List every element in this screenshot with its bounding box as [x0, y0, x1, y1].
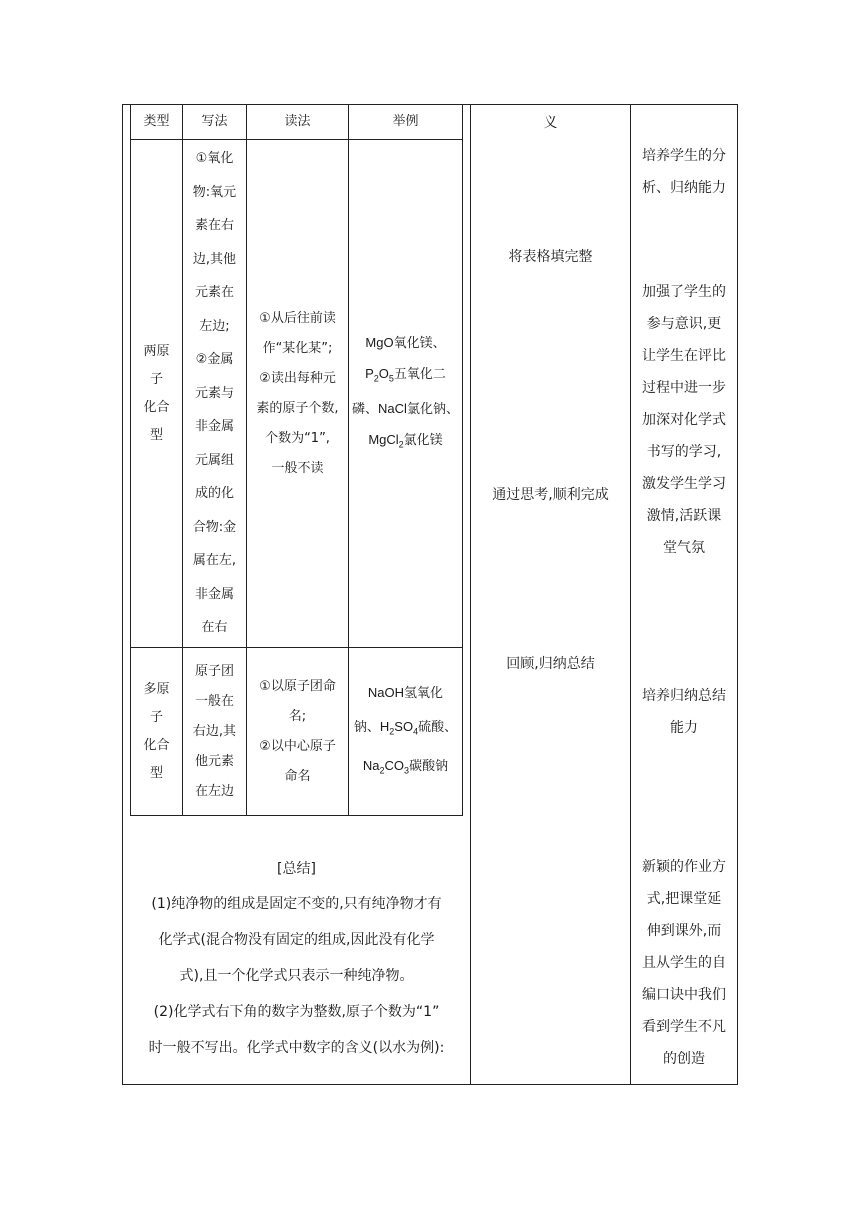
row1-writing-line: 属在左,	[192, 553, 237, 569]
row1-example-line	[365, 359, 446, 394]
row2-type-line: 多原	[143, 681, 170, 697]
header-type: 类型	[143, 114, 170, 129]
row1-reading-line: 素的原子个数,	[256, 400, 339, 416]
row2-reading	[247, 648, 348, 815]
formula-na2co3	[362, 757, 410, 776]
row2-writing	[183, 648, 246, 815]
student-column-top: 义	[543, 115, 558, 131]
compound-name: 氯化镁	[403, 432, 443, 448]
formula-part: Na	[362, 757, 380, 773]
intent-block-1	[631, 140, 737, 204]
student-activity-2: 通过思考,顺利完成	[492, 487, 609, 503]
formula-subscript: 2	[373, 373, 379, 384]
summary-line: 时一般不写出。化学式中数字的含义(以水为例):	[148, 1040, 445, 1056]
outer-bottom-border	[122, 1084, 738, 1085]
row1-writing-line: 物:氧元	[192, 184, 237, 200]
formula-nacl: NaCl	[378, 400, 407, 416]
compound-name: 硫酸、	[418, 719, 458, 735]
row1-reading-line: 个数为“1”,	[265, 430, 330, 446]
row1-writing-line: ①氧化	[195, 151, 234, 167]
formula-part: H	[379, 718, 390, 734]
row1-writing-line: 非金属	[194, 586, 234, 602]
formula-mgo: MgO	[365, 334, 394, 350]
row2-example	[349, 648, 462, 815]
compound-name: 五氧化二	[393, 366, 446, 382]
student-activity-3: 回顾,归纳总结	[506, 656, 595, 672]
row1-writing-line: 边,其他	[192, 251, 237, 267]
row2-reading-line: 名;	[288, 708, 307, 724]
formula-naoh: NaOH	[367, 684, 405, 700]
row1-example-line	[368, 425, 442, 460]
compound-name: 碳酸钠	[409, 758, 449, 774]
intent-line: 激发学生学习	[642, 476, 726, 492]
row1-writing-line: 元素在	[194, 285, 234, 301]
row1-writing-line: 元属组	[194, 452, 234, 468]
formula-part: MgCl	[368, 431, 399, 447]
intent-line: 编口诀中我们	[642, 987, 726, 1003]
intent-line: 堂气氛	[663, 540, 705, 556]
formula-subscript: 2	[389, 726, 395, 737]
formula-mgcl2	[368, 431, 404, 450]
intent-line: 伸到课外,而	[646, 923, 722, 939]
row2-writing-line: 在左边	[194, 783, 234, 799]
compound-name: 氯化钠、	[406, 401, 459, 417]
intent-line: 培养学生的分	[642, 148, 726, 164]
formula-part: O	[378, 365, 389, 381]
formula-subscript: 2	[398, 439, 404, 450]
intent-line: 加深对化学式	[642, 412, 726, 428]
row1-reading	[247, 140, 348, 647]
row1-reading-line: 一般不读	[271, 460, 324, 476]
row1-reading-line: 作“某化某”;	[262, 340, 333, 356]
intent-block-4	[631, 851, 737, 1075]
intent-line: 的创造	[663, 1051, 705, 1067]
row1-writing-line: ②金属	[195, 352, 234, 368]
summary-line: 化学式(混合物没有固定的组成,因此没有化学	[158, 932, 435, 948]
outer-right-border	[737, 104, 738, 1085]
intent-block-3	[631, 680, 737, 744]
intent-line: 看到学生不凡	[642, 1019, 726, 1035]
intent-line: 能力	[670, 720, 698, 736]
intent-line: 加强了学生的	[642, 284, 726, 300]
row1-writing-line: 在右	[201, 620, 228, 636]
row1-reading-line: ①从后往前读	[259, 310, 336, 326]
inner-table-bottom	[130, 815, 463, 816]
row1-writing-line: 左边;	[199, 318, 230, 334]
intent-line: 让学生在评比	[642, 348, 726, 364]
row2-reading-line: ②以中心原子	[259, 738, 336, 754]
summary-line: (1)纯净物的组成是固定不变的,只有纯净物才有	[151, 896, 442, 912]
intent-line: 过程中进一步	[642, 380, 726, 396]
intent-line: 且从学生的自	[642, 955, 726, 971]
student-activity-1: 将表格填完整	[508, 249, 593, 265]
intent-block-2	[631, 276, 737, 564]
row1-type-line: 两原	[143, 343, 170, 359]
inner-table-right	[462, 104, 463, 816]
intent-line: 激情,活跃课	[646, 508, 722, 524]
intent-line: 新颖的作业方	[642, 859, 726, 875]
row1-example-line	[365, 328, 445, 359]
row1-writing-line: 元素与	[194, 385, 234, 401]
summary-section	[123, 852, 470, 1066]
row1-writing-line: 成的化	[194, 486, 234, 502]
header-writing: 写法	[201, 114, 228, 129]
summary-line: (2)化学式右下角的数字为整数,原子个数为“1”	[153, 1004, 440, 1020]
formula-subscript: 2	[379, 765, 385, 776]
row1-type-line: 子	[149, 371, 163, 387]
row2-reading-line: ①以原子团命	[259, 678, 336, 694]
row2-writing-line: 他元素	[194, 753, 234, 769]
row1-type	[131, 140, 182, 647]
compound-name: 氢氧化	[404, 685, 444, 701]
row1-example	[349, 140, 462, 647]
row2-type-line: 型	[149, 765, 163, 781]
row2-type	[131, 648, 182, 815]
row1-writing-line: 合物:金	[192, 519, 237, 535]
intent-line: 书写的学习,	[646, 444, 722, 460]
row1-writing-line: 非金属	[194, 419, 234, 435]
row1-writing-line: 素在右	[194, 218, 234, 234]
intent-line: 培养归纳总结	[642, 688, 726, 704]
row1-reading-line: ②读出每种元	[259, 370, 336, 386]
formula-h2so4	[379, 718, 419, 737]
row1-type-line: 型	[149, 427, 163, 443]
formula-subscript: 5	[388, 373, 394, 384]
intent-line: 析、归纳能力	[642, 180, 726, 196]
row2-example-line	[368, 676, 443, 710]
row2-type-line: 子	[149, 709, 163, 725]
formula-p2o5	[365, 365, 394, 384]
intent-line: 式,把课堂延	[646, 891, 722, 907]
row2-example-line	[354, 710, 457, 749]
row2-example-line	[363, 749, 448, 788]
formula-part: SO	[394, 718, 414, 734]
formula-subscript: 4	[413, 726, 419, 737]
formula-part: CO	[384, 757, 405, 773]
formula-part: P	[365, 365, 374, 381]
row2-reading-line: 命名	[284, 768, 311, 784]
header-reading: 读法	[284, 114, 311, 129]
row2-writing-line: 原子团	[194, 663, 234, 679]
row1-writing	[183, 140, 246, 647]
row2-type-line: 化合	[143, 737, 170, 753]
row1-type-line: 化合	[143, 399, 170, 415]
intent-line: 参与意识,更	[646, 316, 722, 332]
summary-heading: [总结]	[277, 861, 316, 877]
header-example: 举例	[392, 114, 419, 129]
row1-example-line	[352, 394, 459, 425]
compound-name: 氧化镁、	[393, 335, 446, 351]
compound-name: 磷、	[352, 401, 379, 417]
row2-writing-line: 一般在	[194, 693, 234, 709]
formula-subscript: 3	[404, 765, 410, 776]
row2-writing-line: 右边,其	[192, 723, 237, 739]
summary-line: 式),且一个化学式只表示一种纯净物。	[179, 968, 414, 984]
compound-name: 钠、	[353, 719, 380, 735]
